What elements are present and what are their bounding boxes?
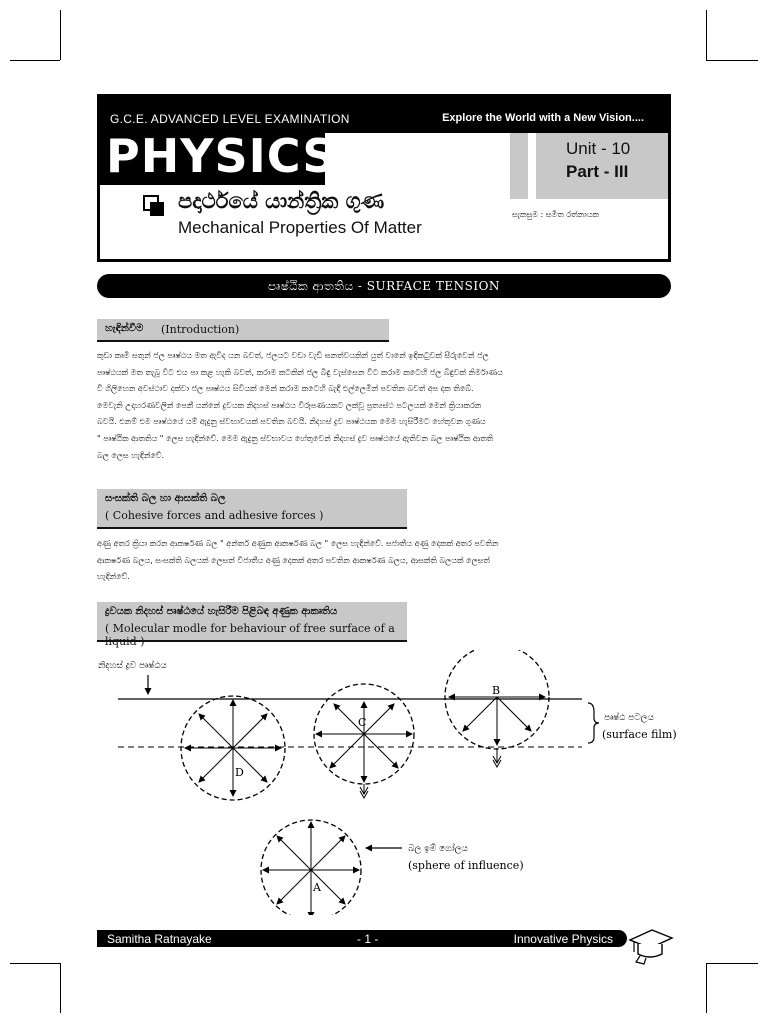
molecule-label: A — [313, 881, 321, 894]
molecular-model-diagram — [0, 650, 768, 915]
free-surface-label: නිදහස් ද්‍රව පෘෂ්ඨය — [98, 661, 167, 671]
molecule-b — [181, 696, 285, 800]
section-heading-forces — [97, 489, 407, 527]
page-number: - 1 - — [357, 932, 379, 946]
text-line: මෙවැනි උදාහරණවලින් පෙනී යන්නේ ද්‍රවයක නිදහස් පෘෂ්ඨය විරූපණයකට ලක්වූ ප්‍රත්‍යස්ථ පටලයක් මෙන් ක්‍රියාකරන — [97, 400, 482, 410]
crop-mark — [706, 963, 758, 964]
molecule-label: D — [235, 766, 244, 779]
crop-mark — [60, 10, 61, 60]
section-title-si: ද්‍රවයක නිදහස් පෘෂ්ඨයේ හැසිරීම පිළිබඳ අණුක ආකෘතිය — [105, 606, 338, 617]
molecule-label: B — [492, 684, 501, 697]
surface-film-label-si: පෘෂ්ඨ පටලය — [604, 713, 655, 723]
title-english: Mechanical Properties Of Matter — [178, 218, 422, 237]
forces-paragraph — [97, 536, 671, 586]
text-line: වී ගිලිහෙන අවස්ථාව දක්වා ජල පෘෂ්ඨය සිවියක් මෙන් කරාම කටෙහි බැඳී එල්ලෙමින් පවතින බවත් අප දක තිබේ. — [97, 384, 474, 394]
crop-mark — [60, 963, 61, 1013]
section-title-si: සංසක්ති බල හා ආසක්ති බල — [105, 493, 226, 504]
text-line: බවයි. එනම් එම පෘෂ්ඨයේ යම් ඇදුනු ස්වභාවයක් පවතින බවයි. නිදහස් ද්‍රව පෘෂ්ඨයක මෙම හැසිරීමට හේතුවන ගුණය — [97, 417, 486, 427]
text-line: " පෘෂ්ඨික ආතතිය " ලෙස හැඳින්වේ. මෙම ඇදුනු ස්වභාවය හේතුවෙන් නිදහස් ද්‍රව පෘෂ්ඨයේ ඇතිවන බල පෘෂ්ඨික ආතති — [97, 433, 494, 443]
double-square-icon — [143, 195, 165, 217]
text-line: කුඩා කෘමි සතුන් ජල පෘෂ්ඨය මත ඇවිද යන බවත්, ජලයට වඩා වැඩි ඝනත්වයකින් යුත් වානේ ඉඳිකටුවක් සීරුවෙන් ජල — [97, 351, 489, 360]
page-footer — [97, 930, 627, 947]
sphere-label-en: (sphere of influence) — [408, 859, 524, 872]
graduation-cap-icon — [626, 922, 674, 968]
text-line: හැඳින්වේ. — [97, 572, 130, 582]
section-rule — [97, 640, 407, 642]
crop-mark — [10, 60, 60, 61]
text-line: බල ලෙස හැඳින්වේ. — [97, 450, 165, 460]
crop-mark — [706, 963, 707, 1013]
author-credit: සැකසුම : සමිත රත්නායක — [512, 210, 600, 219]
text-line: ආකර්ෂණ බලය, සංසක්ති බලයක් ලෙසත් විජාතීය අණු දෙකක් අතර පවතින ආකර්ෂණ බලය, ආසක්ති බලයක් ලෙසත් — [97, 555, 490, 565]
molecule-d — [445, 650, 549, 767]
text-line: පෘෂ්ඨයක් මත තැබූ විට එය පා කළ හැකි බවත්, කරාම කටකින් ජල බිඳු වැස්සෙන විට කරාම කටෙහි ජල බිඳුවක් නිර්මාණය — [97, 367, 503, 377]
slogan: Explore the World with a New Vision.... — [442, 112, 644, 124]
molecule-a — [261, 820, 361, 915]
topic-banner-text: පෘෂ්ඨික ආතතිය - SURFACE TENSION — [268, 279, 500, 293]
molecule-c — [314, 684, 414, 798]
subject-title: PHYSICS — [106, 129, 337, 183]
sphere-label-si: බල ඉම් ගෝලය — [408, 844, 468, 854]
title-sinhala: පදාර්ථයේ යාන්ත්‍රික ගුණ — [178, 189, 385, 213]
section-heading-model — [97, 602, 407, 640]
footer-author: Samitha Ratnayake — [107, 932, 212, 946]
section-title-si: හැඳින්වීම — [105, 323, 144, 334]
surface-film-label-en: (surface film) — [602, 728, 677, 741]
section-heading-introduction — [97, 319, 389, 340]
unit-number: Unit - 10 — [566, 139, 631, 158]
molecule-label: C — [358, 716, 367, 729]
unit-box — [536, 133, 668, 199]
section-rule — [97, 340, 389, 342]
footer-series: Innovative Physics — [513, 932, 613, 946]
surface-film-brace — [588, 703, 599, 743]
topic-banner — [97, 274, 671, 298]
part-number: Part - III — [566, 162, 629, 181]
exam-name: G.C.E. ADVANCED LEVEL EXAMINATION — [110, 112, 350, 126]
crop-mark — [706, 60, 758, 61]
section-rule — [97, 527, 407, 529]
text-line: අණු අතර ක්‍රියා කරන ආකර්ෂණ බල " අන්තර් අණුක ආකර්ෂණ බල " ලෙස හැඳින්වේ. සජාතීය අණු දෙකක් අතර පවතින — [97, 539, 499, 548]
intro-paragraph — [97, 348, 671, 464]
section-title-en: ( Molecular modle for behaviour of free surface of a — [105, 622, 395, 635]
crop-mark — [706, 10, 707, 60]
crop-mark — [10, 963, 60, 964]
section-title-en: ( Cohesive forces and adhesive forces ) — [105, 509, 324, 522]
section-title-en: (Introduction) — [161, 323, 240, 336]
title-header — [97, 94, 671, 262]
decor-bar — [510, 133, 528, 199]
